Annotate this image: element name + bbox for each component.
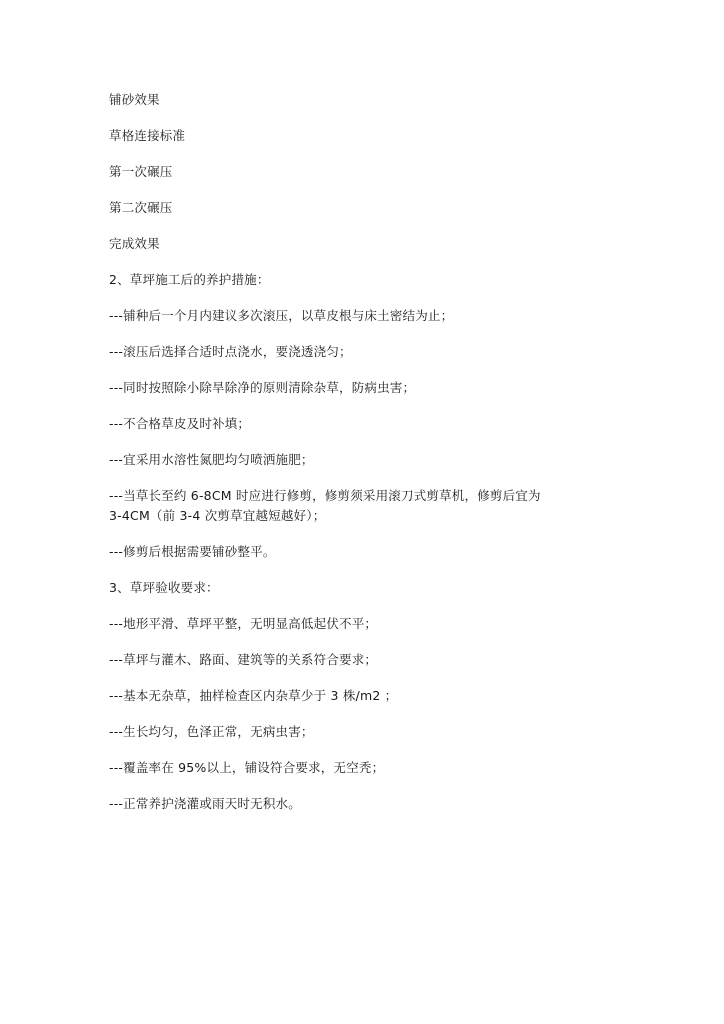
paragraph-item: ---生长均匀，色泽正常，无病虫害； [109,724,314,739]
paragraph-item: ---修剪后根据需要铺砂整平。 [109,544,276,559]
paragraph-item: ---当草长至约 6-8CM 时应进行修剪，修剪须采用滚刀式剪草机，修剪后宜为 [109,488,541,503]
paragraph-item: ---覆盖率在 95%以上，铺设符合要求，无空秃； [109,760,385,775]
caption-second-rolling: 第二次碾压 [109,200,173,215]
caption-finished-effect: 完成效果 [109,236,160,251]
caption-first-rolling: 第一次碾压 [109,164,173,179]
paragraph-item: ---铺种后一个月内建议多次滚压，以草皮根与床土密结为止； [109,308,454,323]
paragraph-item: ---基本无杂草，抽样检查区内杂草少于 3 株/m2 ； [109,688,398,703]
section-heading-acceptance: 3、草坪验收要求： [109,580,219,595]
paragraph-item: ---不合格草皮及时补填； [109,416,251,431]
paragraph-item: ---同时按照除小除旱除净的原则清除杂草，防病虫害； [109,380,416,395]
paragraph-item-continuation: 3-4CM（前 3-4 次剪草宜越短越好）； [109,508,326,523]
paragraph-item: ---草坪与灌木、路面、建筑等的关系符合要求； [109,652,378,667]
paragraph-item: ---宜采用水溶性氮肥均匀喷洒施肥； [109,452,314,467]
paragraph-item: ---地形平滑、草坪平整，无明显高低起伏不平； [109,616,378,631]
paragraph-item: ---正常养护浇灌或雨天时无积水。 [109,796,301,811]
paragraph-item: ---滚压后选择合适时点浇水，要浇透浇匀； [109,344,352,359]
caption-grid-standard: 草格连接标准 [109,128,186,143]
caption-sand-effect: 铺砂效果 [109,92,160,107]
section-heading-maintenance: 2、草坪施工后的养护措施： [109,272,270,287]
